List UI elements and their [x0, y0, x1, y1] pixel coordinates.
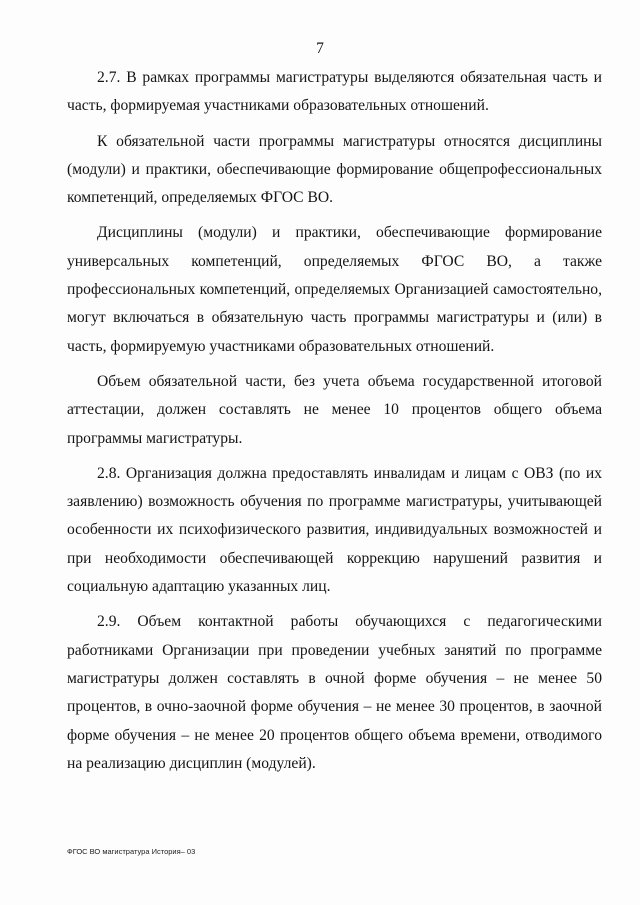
paragraph-2-8: 2.8. Организация должна предоставлять инвалидам и лицам с ОВЗ (по их заявлению) возможность обучения по программе магистратуры, учитывающей особенности их психофизического развития, индивидуальных возможностей и при необходимости обеспечивающей коррекцию нарушений развития и социальную адаптацию указанных лиц. — [67, 464, 602, 596]
paragraph-mandatory-part: К обязательной части программы магистратуры относятся дисциплины (модули) и практики, обеспечивающие формирование общепрофессиональных компетенций, определяемых ФГОС ВО. — [67, 132, 602, 207]
document-body — [67, 64, 602, 785]
footer-note: ФГОС ВО магистратура История– 03 — [67, 847, 196, 856]
paragraph-volume: Объем обязательной части, без учета объема государственной итоговой аттестации, должен составлять не менее 10 процентов общего объема программы магистратуры. — [67, 372, 602, 447]
paragraph-2-9: 2.9. Объем контактной работы обучающихся с педагогическими работниками Организации при проведении учебных занятий по программе магистратуры должен составлять в очной форме обучения – не менее 50 процентов, в очно-заочной форме обучения – не менее 30 процентов, в заочной форме обучения – не менее 20 процентов общего объема времени, отводимого на реализацию дисциплин (модулей). — [67, 613, 602, 772]
paragraph-2-7: 2.7. В рамках программы магистратуры выделяются обязательная часть и часть, формируемая участниками образовательных отношений. — [67, 69, 602, 115]
page-number: 7 — [316, 40, 324, 57]
paragraph-disciplines: Дисциплины (модули) и практики, обеспечивающие формирование универсальных компетенций, определяемых ФГОС ВО, а также профессиональных компетенций, определяемых Организацией самостоятельно, могут включаться в обязательную часть программы магистратуры и (или) в часть, формируемую участниками образовательных отношений. — [67, 224, 602, 355]
